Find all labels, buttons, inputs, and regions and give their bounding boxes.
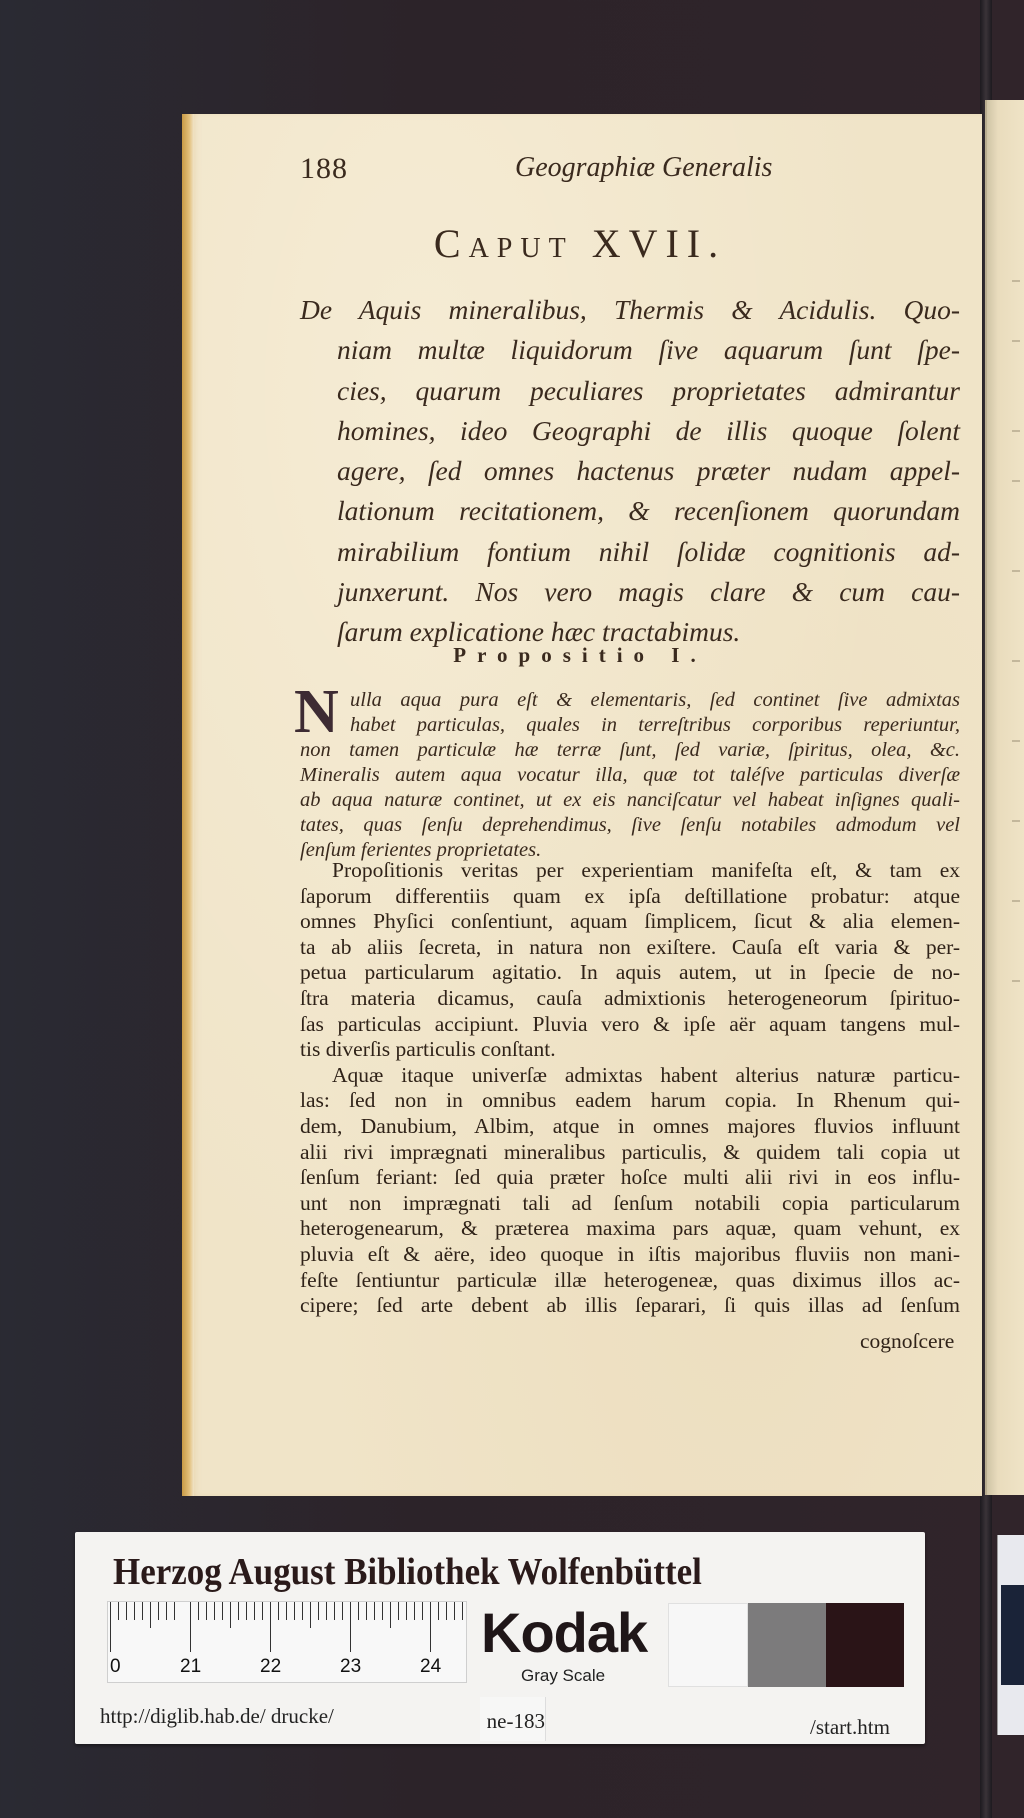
body-line: dem, Danubium, Albim, atque in omnes majores fluvios influunt bbox=[300, 1113, 960, 1138]
adjacent-calibration-card bbox=[997, 1535, 1024, 1735]
chapter-title: Caput XVII. bbox=[433, 221, 727, 266]
measurement-ruler bbox=[107, 1601, 467, 1683]
running-head bbox=[300, 152, 840, 192]
body-text bbox=[300, 858, 960, 1319]
summary-line: lationum recitationem, & recenſionem quorundam bbox=[337, 495, 960, 527]
drop-cap: N bbox=[294, 678, 339, 746]
ruler-label: 0 bbox=[110, 1656, 121, 1677]
body-line: unt non imprægnati tali ad ſenſum notabili copia particularum bbox=[300, 1190, 960, 1215]
proposition-line: ſenſum ferientes proprietates. bbox=[300, 839, 542, 861]
summary-line: ſarum explicatione hæc tractabimus. bbox=[337, 616, 741, 648]
body-line: Propoſitionis veritas per experientiam manifeſta eſt, & tam ex bbox=[332, 858, 960, 882]
proposition-line: ab aqua naturæ continet, ut ex eis nanciſcatur vel habeat inſignes quali- bbox=[300, 789, 960, 811]
proposition-text bbox=[294, 678, 960, 863]
library-name: Herzog August Bibliothek Wolfenbüttel bbox=[113, 1551, 702, 1593]
summary-line: mirabilium fontium nihil ſolidæ cognitionis ad- bbox=[337, 535, 960, 567]
proposition-line: ulla aqua pura eſt & elementaris, ſed continet ſive admixtas bbox=[350, 689, 960, 711]
proposition-heading: Propositio I. bbox=[453, 643, 707, 667]
proposition-line: Mineralis autem aqua vocatur illa, quæ tot taléſve particulas diverſæ bbox=[300, 764, 960, 786]
gray-scale-label: Gray Scale bbox=[521, 1666, 606, 1685]
color-calibration-card bbox=[75, 1532, 925, 1744]
proposition-line: habet particulas, quales in terreſtribus corporibus reperiuntur, bbox=[350, 714, 960, 736]
catchword: cognoſcere bbox=[860, 1329, 955, 1353]
body-line: petua particularum agitatio. In aquis autem, ut in ſpecie de no- bbox=[300, 960, 960, 985]
body-line: pluvia eſt & aëre, ideo quoque in iſtis majoribus fluviis non mani- bbox=[300, 1241, 960, 1266]
digital-library-url: http://diglib.hab.de/ drucke/ bbox=[100, 1704, 334, 1728]
black-swatch bbox=[826, 1603, 904, 1687]
ruler-label: 24 bbox=[420, 1656, 442, 1677]
ruler-label: 21 bbox=[180, 1656, 202, 1677]
page-number: 188 bbox=[300, 152, 348, 185]
summary-line: niam multæ liquidorum ſive aquarum ſunt ſpe- bbox=[337, 334, 960, 366]
kodak-logo: Kodak bbox=[481, 1601, 648, 1664]
summary-line: homines, ideo Geographi de illis quoque ſolent bbox=[337, 414, 960, 446]
proposition-line: non tamen particulæ hæ terræ ſunt, ſed variæ, ſpiritus, olea, &c. bbox=[300, 739, 960, 761]
body-line: heterogenearum, & præterea maxima pars aquæ, quam vehunt, ex bbox=[300, 1216, 960, 1241]
summary-line: cies, quarum peculiares proprietates admirantur bbox=[337, 374, 960, 406]
summary-line: junxerunt. Nos vero magis clare & cum cau- bbox=[337, 576, 960, 608]
body-line: ſenſum feriant: ſed quia præter hoſce multi alii rivi in eos influ- bbox=[300, 1165, 960, 1190]
ruler-label: 23 bbox=[340, 1656, 362, 1677]
proposition-line: tates, quas ſenſu deprehendimus, ſive ſenſu notabiles admodum vel bbox=[300, 814, 960, 836]
adjacent-page-edge bbox=[985, 100, 1024, 1495]
shelfmark-label: ne-183 bbox=[480, 1697, 546, 1741]
page-gilt-edge bbox=[182, 114, 194, 1496]
body-line: Aquæ itaque univerſæ admixtas habent alterius naturæ particu- bbox=[332, 1062, 960, 1087]
body-line: cipere; ſed arte debent ab illis ſeparari, ſi quis illas ad ſenſum bbox=[300, 1293, 960, 1318]
body-line: tis diverſis particulis conſtant. bbox=[300, 1037, 556, 1062]
body-line: omnes Phyſici conſentiunt, aquam ſimplicem, ſicut & alia elemen- bbox=[300, 909, 960, 934]
body-line: ta ab aliis ſecreta, in natura non exiſtere. Cauſa eſt varia & per- bbox=[300, 934, 960, 959]
body-line: ſas particulas accipiunt. Pluvia vero & ipſe aër aquam tangens mul- bbox=[300, 1011, 960, 1036]
gray-swatch bbox=[748, 1603, 826, 1687]
ruler-label: 22 bbox=[260, 1656, 282, 1677]
url-suffix: /start.htm bbox=[810, 1715, 890, 1739]
body-line: alii rivi imprægnati mineralibus particulis, & quidem tali copia ut bbox=[300, 1139, 960, 1164]
summary-line: agere, ſed omnes hactenus præter nudam appel- bbox=[337, 455, 960, 487]
body-line: feſte ſentiuntur particulæ illæ heterogeneæ, quas diximus illos ac- bbox=[300, 1267, 960, 1292]
summary-line: De Aquis mineralibus, Thermis & Acidulis. Quo- bbox=[300, 294, 960, 325]
body-line: las: ſed non in omnibus eadem harum copia. In Rhenum qui- bbox=[300, 1088, 960, 1113]
body-line: ſtra materia dicamus, cauſa admixtionis heterogeneorum ſpirituo- bbox=[300, 985, 960, 1010]
white-swatch bbox=[668, 1603, 748, 1687]
running-title: Geographiæ Generalis bbox=[515, 152, 773, 183]
body-line: ſaporum differentiis quam ex ipſa deſtillatione probatur: atque bbox=[300, 883, 960, 908]
chapter-summary bbox=[300, 290, 960, 653]
